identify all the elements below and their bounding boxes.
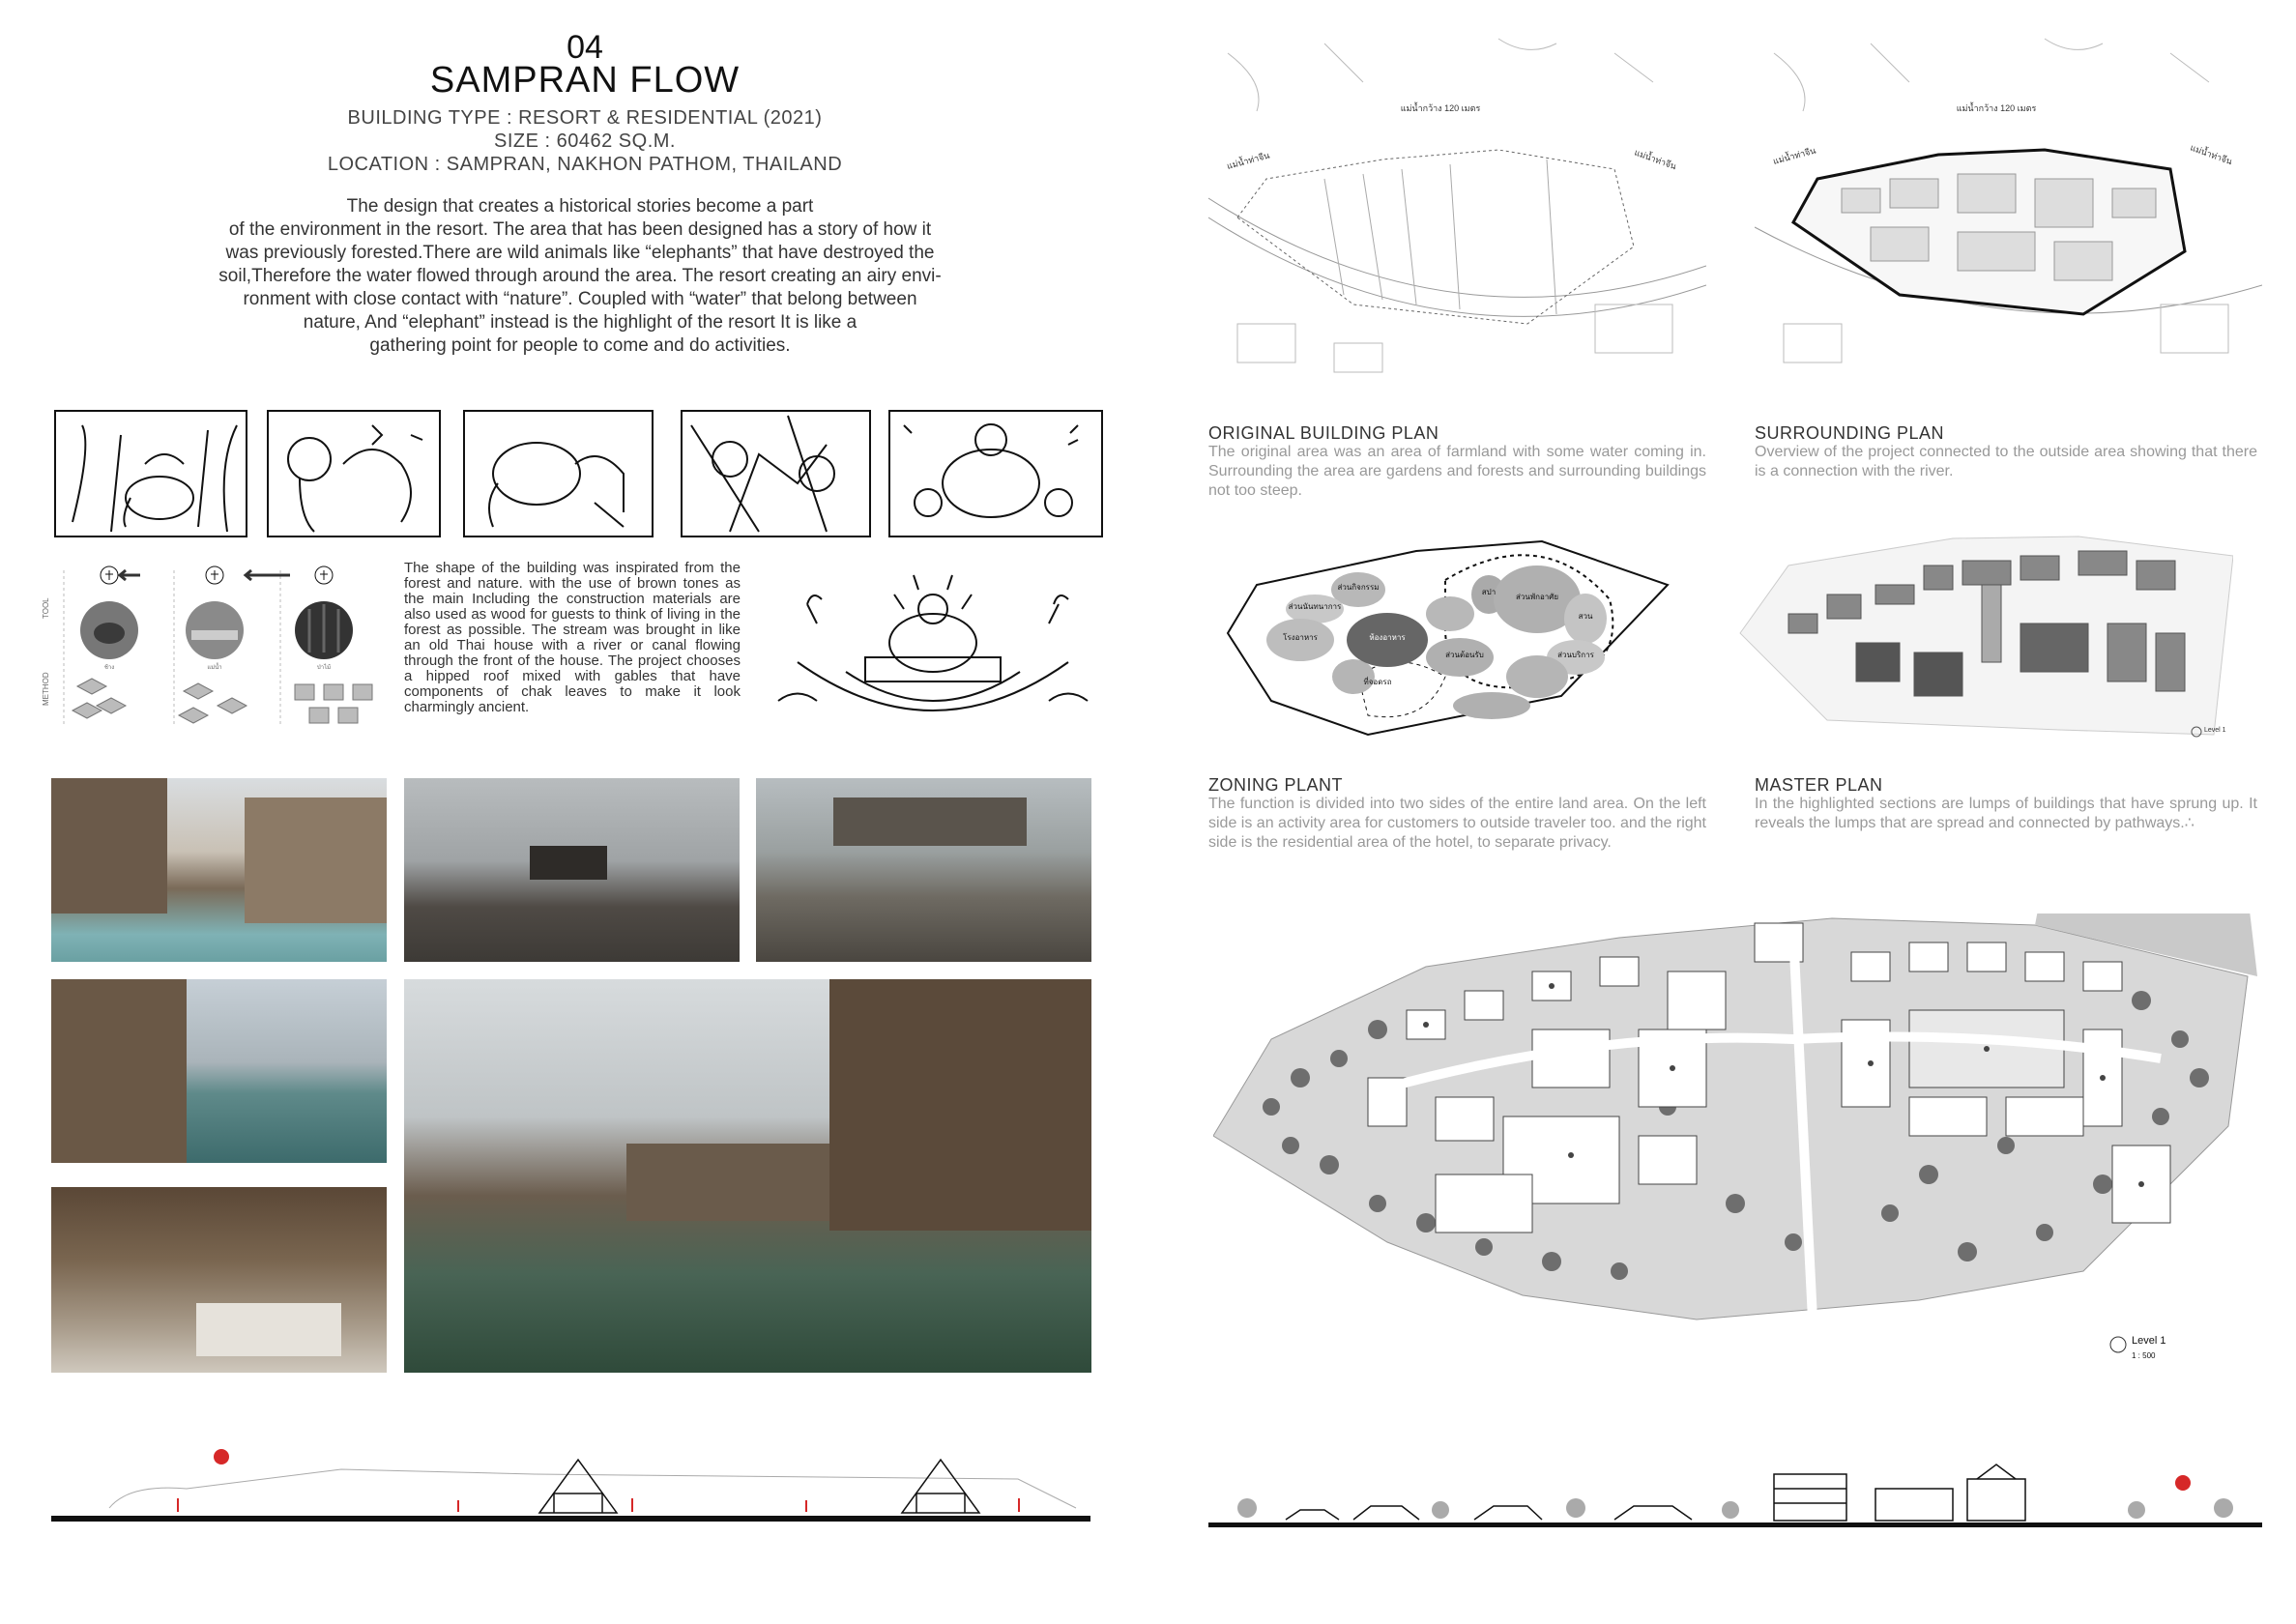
original-plan-text: The original area was an area of farmland with some water coming in. Surrounding the area are gardens and forests and surrounding buildings not too steep. (1208, 444, 1706, 499)
river-label: แม่น้ำกว้าง 120 เมตร (1400, 103, 1481, 113)
zone-blob (1426, 596, 1474, 631)
zoning-text: The function is divided into two sides of the entire land area. On the left side is an activity area for customers to outside traveler too. and the right side is the residential area of the hotel, to separate privacy. (1208, 796, 1706, 851)
surrounding-plan-heading: SURROUNDING PLAN (1755, 423, 1945, 443)
intro-line: of the environment in the resort. The area that has been designed has a story of how it (228, 219, 932, 240)
zone-label: ส่วนพักอาศัย (1515, 593, 1559, 601)
intro-line: was previously forested.There are wild animals like “elephants” that have destroyed the (225, 243, 935, 263)
elevation-left (51, 1431, 1095, 1527)
person-icon (206, 566, 223, 584)
master-plan-heading: MASTER PLAN (1755, 775, 1883, 795)
zone-label: โรงอาหาร (1283, 633, 1318, 642)
zone-blob (1453, 692, 1530, 719)
tool-label: TOOL (42, 597, 50, 619)
method-label: METHOD (42, 672, 50, 706)
elephant-illustration (759, 566, 1107, 735)
sketch-frame-4 (682, 411, 870, 536)
person-icon (101, 566, 118, 584)
resort-sketch (759, 566, 1107, 735)
zone-label: ที่จอดรถ (1363, 678, 1392, 686)
person-icon (315, 566, 333, 584)
level-label: Level 1 (2204, 727, 2226, 734)
intro-line: ronment with close contact with “nature”. Coupled with “water” that belong between (243, 289, 917, 309)
intro-line: The design that creates a historical stories become a part (346, 196, 814, 217)
zone-label: สวน (1578, 612, 1593, 621)
concept-diagram (39, 561, 396, 735)
surrounding-plan-map (1755, 34, 2262, 387)
river-label: แม่น้ำท่าจีน (1225, 150, 1271, 171)
zone-label: ส่วนบริการ (1557, 651, 1594, 659)
render-pool-courtyard (51, 778, 387, 962)
building-type: BUILDING TYPE : RESORT & RESIDENTIAL (2021) (347, 107, 823, 129)
zone-label: ส่วนต้อนรับ (1445, 651, 1484, 659)
master-plan-text: In the highlighted sections are lumps of buildings that have sprung up. It reveals the lumps that are spread and connected by pathways.∴ (1755, 796, 2257, 831)
zone-label: ส่วนนันทนาการ (1288, 602, 1342, 611)
project-size: SIZE : 60462 SQ.M. (494, 130, 676, 152)
intro-line: gathering point for people to come and do activities. (369, 335, 791, 356)
river-label: แม่น้ำท่าจีน (1633, 147, 1678, 172)
render-bedroom (51, 1187, 387, 1373)
intro-line: soil,Therefore the water flowed through around the area. The resort creating an airy envi- (218, 266, 942, 286)
project-title: SAMPRAN FLOW (429, 60, 741, 101)
site-elevation (1208, 1450, 2267, 1537)
master-plan-full (1213, 914, 2257, 1378)
zoning-heading: ZONING PLANT (1208, 775, 1344, 795)
scale-label: 1 : 500 (2132, 1351, 2156, 1360)
circle-caption: แม่น้ำ (207, 665, 222, 671)
level-label: Level 1 (2132, 1335, 2166, 1347)
original-plan-map (1208, 34, 1706, 387)
zoning-plan (1223, 532, 1677, 744)
zone-label: ห้องอาหาร (1369, 633, 1406, 642)
sun-icon (214, 1449, 229, 1464)
zoning-diagram (1223, 532, 1677, 744)
original-plan (1208, 34, 1706, 387)
river-label: แม่น้ำท่าจีน (2189, 142, 2234, 167)
master-plan-mini (1730, 527, 2233, 744)
render-deck-pavilion (404, 778, 740, 962)
storyboard (53, 406, 1107, 541)
render-balcony-view (51, 979, 387, 1163)
river-label: แม่น้ำท่าจีน (1771, 145, 1817, 166)
zone-label: สปา (1481, 588, 1497, 596)
master-plan-large (1213, 914, 2257, 1378)
site-elevation (51, 1431, 1095, 1527)
project-number: 04 (567, 29, 603, 66)
arrow-left-icon (246, 570, 290, 580)
arrow-left-icon (120, 570, 140, 580)
concept-text: The shape of the building was inspirated from the forest and nature. with the use of brown tones as the main Including the construction materials are also used as wood for guests to think of living in the forest as possible. The stream was brought in like an old Thai house with a river or canal flowing through the front of the house. The project chooses a hipped roof mixed with gables that have components of chak leaves to make it look charmingly ancient. (404, 560, 741, 715)
intro-paragraph (164, 195, 996, 358)
render-canal-main (404, 979, 1091, 1373)
project-location: LOCATION : SAMPRAN, NAKHON PATHOM, THAILAND (327, 154, 843, 175)
intro-line: nature, And “elephant” instead is the highlight of the resort It is like a (303, 312, 857, 333)
elevation-right (1208, 1450, 2267, 1537)
sun-icon (2175, 1475, 2191, 1491)
master-plan-small (1730, 527, 2233, 744)
sketch-strip (53, 406, 1107, 541)
surrounding-plan (1755, 34, 2262, 387)
original-plan-heading: ORIGINAL BUILDING PLAN (1208, 423, 1439, 443)
river-label: แม่น้ำกว้าง 120 เมตร (1956, 103, 2037, 113)
zone-blob (1506, 655, 1568, 698)
zone-blob (1332, 659, 1375, 694)
surrounding-plan-text: Overview of the project connected to the outside area showing that there is a connection with the river. (1755, 444, 2257, 479)
render-lounge-roof (756, 778, 1091, 962)
circle-caption: ช้าง (103, 665, 115, 671)
zone-label: ส่วนกิจกรรม (1337, 583, 1380, 592)
circle-caption: ป่าไม้ (316, 665, 332, 671)
tool-method-diagram (39, 561, 396, 735)
